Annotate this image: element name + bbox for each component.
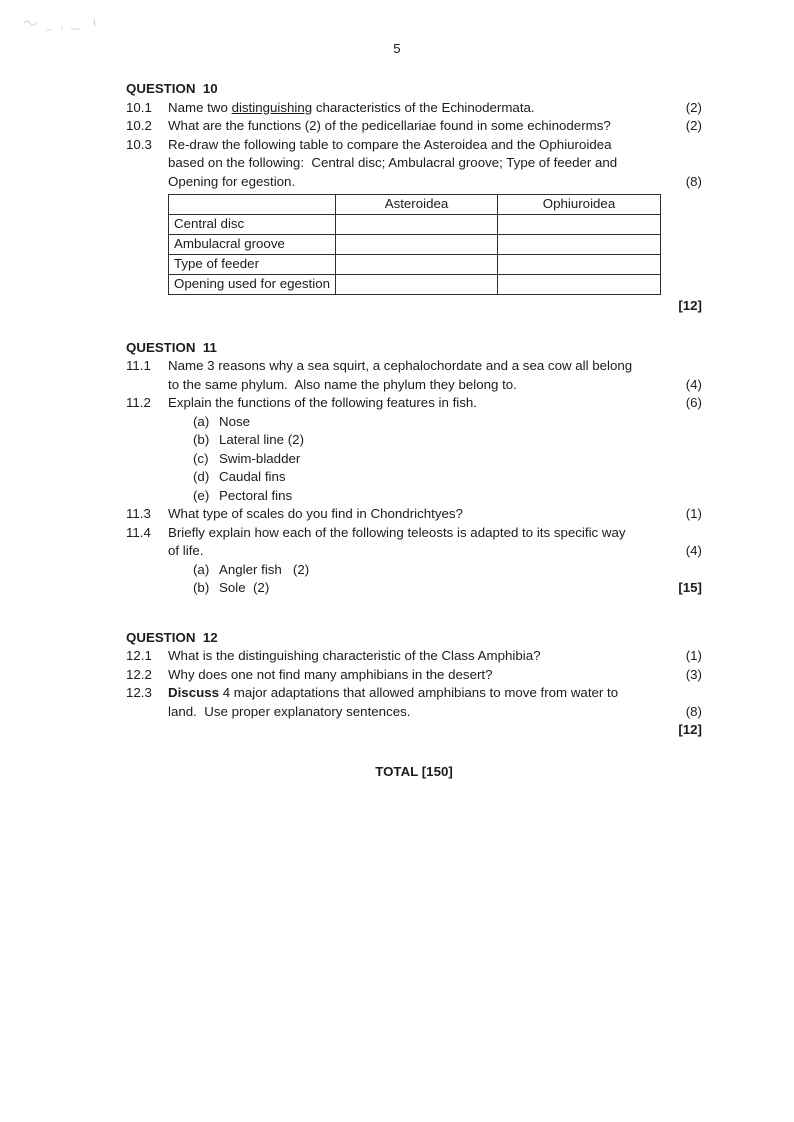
question-total-marks: [15] xyxy=(678,580,702,595)
item-text: Re-draw the following table to compare the Asteroidea and the Ophiuroidea xyxy=(168,136,612,152)
question-10-title: QUESTION 10 xyxy=(126,81,218,96)
item-text: to the same phylum. Also name the phylum they belong to. xyxy=(168,376,517,392)
item-marks: (2) xyxy=(685,99,702,115)
table-blank-cell xyxy=(498,235,661,255)
item-text: Explain the functions of the following features in fish. xyxy=(168,395,477,410)
item-number-spacer xyxy=(126,413,168,432)
sub-item-11-2-a xyxy=(126,413,702,432)
item-text: What type of scales do you find in Chondrichtyes? xyxy=(168,506,463,521)
item-number: 10.1 xyxy=(126,99,152,115)
item-marks: (1) xyxy=(685,648,702,663)
comparison-table xyxy=(168,194,661,295)
table-header-asteroidea: Asteroidea xyxy=(336,195,498,215)
item-text xyxy=(168,99,535,118)
item-number: 10.2 xyxy=(126,118,152,133)
sub-indent xyxy=(168,487,193,506)
question-item-12-2 xyxy=(126,666,702,685)
item-marks: (3) xyxy=(685,666,702,682)
sub-indent xyxy=(168,468,193,487)
question-10-total-row xyxy=(126,297,702,316)
item-text: based on the following: Central disc; Ambulacral groove; Type of feeder and xyxy=(168,155,618,170)
item-number-spacer xyxy=(126,487,168,506)
item-marks: (8) xyxy=(685,703,702,719)
sub-item-text: Caudal fins xyxy=(219,469,286,484)
item-marks: (6) xyxy=(685,395,702,410)
question-total-marks: [12] xyxy=(678,298,702,313)
item-text-post: characteristics of the Echinodermata. xyxy=(312,99,535,115)
question-12-total-row xyxy=(126,721,702,740)
question-item-11-4 xyxy=(126,524,702,543)
item-number-spacer xyxy=(126,468,168,487)
table-blank-cell xyxy=(336,215,498,235)
item-text: Opening for egestion. xyxy=(168,173,296,189)
item-text: of life. xyxy=(168,543,204,558)
question-item-12-3-line2 xyxy=(126,703,702,722)
sub-item-label: (a) xyxy=(193,561,210,577)
sub-item-label: (b) xyxy=(193,580,210,595)
sub-item-text: Angler fish (2) xyxy=(219,561,310,577)
question-item-11-2 xyxy=(126,394,702,413)
item-number: 12.1 xyxy=(126,648,152,663)
item-text: Why does one not find many amphibians in the desert? xyxy=(168,666,493,682)
item-text: What are the functions (2) of the pedicellariae found in some echinoderms? xyxy=(168,118,611,133)
question-item-12-3 xyxy=(126,684,702,703)
sub-item-11-2-e xyxy=(126,487,702,506)
question-item-11-3 xyxy=(126,505,702,524)
question-item-12-1 xyxy=(126,647,702,666)
table-wrap-row xyxy=(126,191,702,295)
table-blank-cell xyxy=(498,215,661,235)
sub-indent xyxy=(168,450,193,469)
table-header-row xyxy=(169,195,661,215)
item-marks: (1) xyxy=(685,506,702,521)
sub-item-11-2-c xyxy=(126,450,702,469)
table-row-label: Ambulacral groove xyxy=(169,235,336,255)
table-row-label: Opening used for egestion xyxy=(169,275,336,295)
item-text-pre: Name two xyxy=(168,99,232,115)
item-number-spacer xyxy=(126,191,168,295)
item-text-bold: Discuss xyxy=(168,685,219,700)
sub-item-label: (c) xyxy=(193,450,209,466)
pencil-scribble-marks xyxy=(8,12,108,40)
item-number-spacer xyxy=(126,431,168,450)
grand-total: TOTAL [150] xyxy=(375,763,453,779)
sub-item-text: Lateral line (2) xyxy=(219,432,304,447)
table-blank-cell xyxy=(336,255,498,275)
question-item-10-3 xyxy=(126,136,702,155)
sub-item-text: Nose xyxy=(219,413,251,429)
table-blank-cell xyxy=(336,235,498,255)
question-item-10-2 xyxy=(126,117,702,136)
sub-item-11-2-d xyxy=(126,468,702,487)
item-number: 11.1 xyxy=(126,358,151,373)
item-number-spacer xyxy=(126,561,168,580)
item-text-rest: 4 major adaptations that allowed amphibians to move from water to xyxy=(219,685,619,700)
table-header-ophiuroidea: Ophiuroidea xyxy=(498,195,661,215)
question-item-10-3-line2 xyxy=(126,154,702,173)
item-number: 11.2 xyxy=(126,395,151,410)
item-marks: (8) xyxy=(685,173,702,189)
item-text xyxy=(168,684,618,703)
table-row-opening-egestion xyxy=(169,275,661,295)
item-number-spacer xyxy=(126,376,168,395)
table-row-label: Type of feeder xyxy=(169,255,336,275)
item-number: 12.2 xyxy=(126,666,152,682)
item-number: 11.4 xyxy=(126,524,151,540)
question-11-title: QUESTION 11 xyxy=(126,339,217,355)
sub-indent xyxy=(168,413,193,432)
table-blank-cell xyxy=(498,255,661,275)
question-item-11-1-line2 xyxy=(126,376,702,395)
question-12-title: QUESTION 12 xyxy=(126,629,218,645)
table-blank-cell xyxy=(336,275,498,295)
item-number-spacer xyxy=(126,703,168,722)
item-number-spacer xyxy=(126,542,168,561)
item-text-underlined: distinguishing xyxy=(231,99,313,115)
item-number: 11.3 xyxy=(126,506,151,521)
table-row-label: Central disc xyxy=(169,215,336,235)
table-row-central-disc xyxy=(169,215,661,235)
item-text: Briefly explain how each of the following teleosts is adapted to its specific way xyxy=(168,524,626,540)
sub-item-label: (e) xyxy=(193,487,210,503)
sub-item-11-4-a xyxy=(126,561,702,580)
item-marks: (2) xyxy=(685,118,702,133)
sub-indent xyxy=(168,579,193,598)
item-number-spacer xyxy=(126,154,168,173)
sub-item-text: Sole (2) xyxy=(219,580,270,595)
sub-indent xyxy=(168,561,193,580)
sub-item-label: (d) xyxy=(193,469,210,484)
item-number: 10.3 xyxy=(126,136,152,152)
table-blank-cell xyxy=(498,275,661,295)
question-item-10-1 xyxy=(126,99,702,118)
sub-item-label: (a) xyxy=(193,413,210,429)
item-text: land. Use proper explanatory sentences. xyxy=(168,703,411,719)
table-header-empty xyxy=(169,195,336,215)
item-number-spacer xyxy=(126,450,168,469)
sub-item-text: Swim-bladder xyxy=(219,450,301,466)
item-marks: (4) xyxy=(685,376,702,392)
sub-item-text: Pectoral fins xyxy=(219,487,293,503)
table-row-ambulacral-groove xyxy=(169,235,661,255)
question-item-11-1 xyxy=(126,357,702,376)
item-text: What is the distinguishing characteristic of the Class Amphibia? xyxy=(168,648,541,663)
question-total-marks: [12] xyxy=(678,722,702,737)
item-text: Name 3 reasons why a sea squirt, a cephalochordate and a sea cow all belong xyxy=(168,358,633,373)
item-marks: (4) xyxy=(685,543,702,558)
table-row-type-of-feeder xyxy=(169,255,661,275)
question-item-10-3-line3 xyxy=(126,173,702,192)
question-item-11-4-line2 xyxy=(126,542,702,561)
page-number: 5 xyxy=(393,41,401,56)
sub-item-label: (b) xyxy=(193,432,210,447)
item-number-spacer xyxy=(126,173,168,192)
sub-indent xyxy=(168,431,193,450)
page-content xyxy=(0,80,794,781)
item-number-spacer xyxy=(126,579,168,598)
sub-item-11-2-b xyxy=(126,431,702,450)
sub-item-11-4-b xyxy=(126,579,702,598)
item-number: 12.3 xyxy=(126,685,152,700)
